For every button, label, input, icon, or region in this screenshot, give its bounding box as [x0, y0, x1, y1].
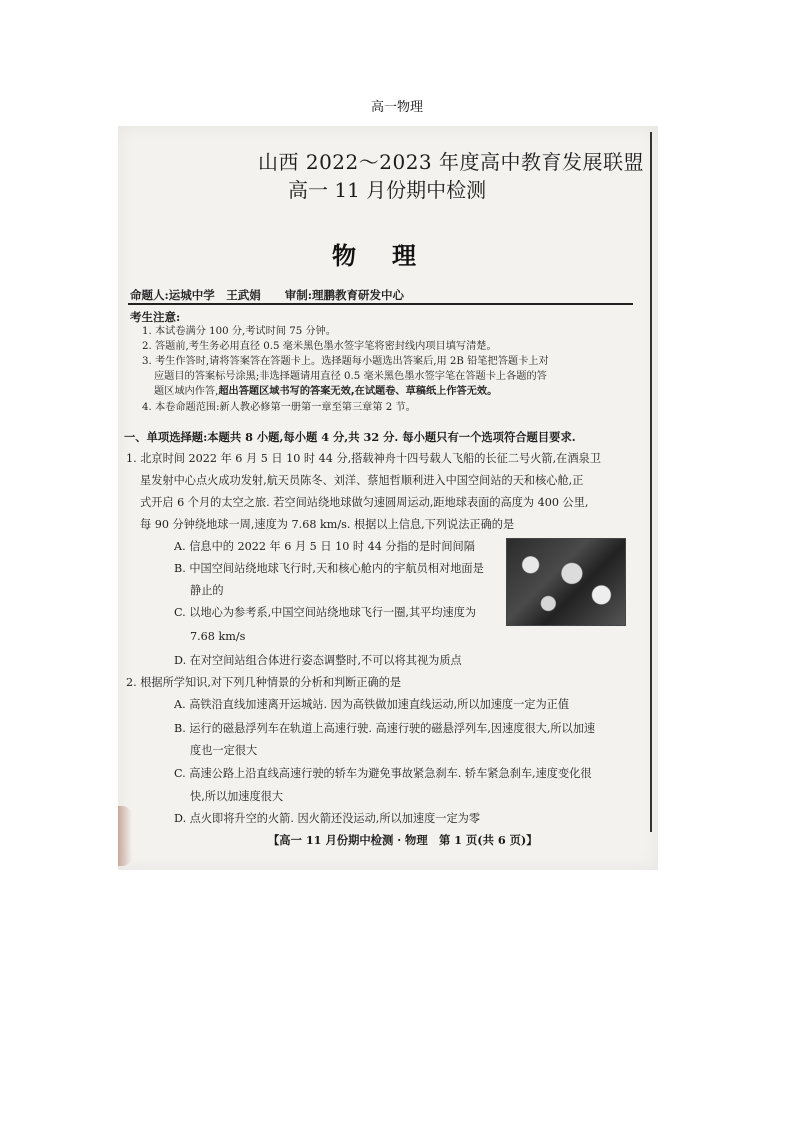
author-label: 命题人:运城中学 王武娟 — [130, 288, 261, 302]
q2-option-b-cont: 度也一定很大 — [190, 744, 258, 757]
q1-stem-4: 每 90 分钟绕地球一周,速度为 7.68 km/s. 根据以上信息,下列说法正确的是 — [140, 518, 515, 531]
exam-title-line-2: 高一 11 月份期中检测 — [288, 178, 487, 202]
exam-title-line-1: 山西 2022～2023 年度高中教育发展联盟 — [258, 150, 645, 174]
q1-stem-3: 式开启 6 个月的太空之旅. 若空间站绕地球做匀速圆周运动,距地球表面的高度为 400 公里, — [140, 496, 589, 509]
q1-stem-2: 星发射中心点火成功发射,航天员陈冬、刘洋、蔡旭哲顺利进入中国空间站的天和核心舱,正 — [140, 474, 584, 487]
q2-stem: 2. 根据所学知识,对下列几种情景的分析和判断正确的是 — [126, 676, 402, 689]
note-3: 3. 考生作答时,请将答案答在答题卡上。选择题每小题选出答案后,用 2B 铅笔把答题卡上对 — [142, 356, 549, 367]
scanned-exam-page — [118, 126, 658, 870]
page-header-title: 高一物理 — [370, 100, 423, 115]
notes-title: 考生注意: — [130, 310, 181, 324]
q2-option-c-cont: 快,所以加速度很大 — [190, 790, 284, 803]
q2-option-a: A. 高铁沿直线加速离开运城站. 因为高铁做加速直线运动,所以加速度一定为正值 — [174, 698, 570, 711]
note-emphasis: 超出答题区域书写的答案无效,在试题卷、草稿纸上作答无效。 — [218, 386, 498, 397]
note-2: 2. 答题前,考生务必用直径 0.5 毫米黑色墨水签字笔将密封线内项目填写清楚。 — [142, 341, 497, 352]
header-rule — [128, 303, 633, 305]
note-3-text: 题区域内作答, — [154, 386, 219, 397]
binding-line — [650, 132, 652, 832]
note-1: 1. 本试卷满分 100 分,考试时间 75 分钟。 — [142, 326, 336, 337]
q2-option-c: C. 高速公路上沿直线高速行驶的轿车为避免事故紧急刹车. 轿车紧急刹车,速度变化很 — [174, 767, 592, 780]
note-3-cont: 应题目的答案标号涂黑;非选择题请用直径 0.5 毫米黑色墨水签字笔在答题卡上各题的答 — [154, 371, 547, 382]
q1-stem-1: 1. 北京时间 2022 年 6 月 5 日 10 时 44 分,搭载神舟十四号载人飞船的长征二号火箭,在酒泉卫 — [126, 452, 601, 465]
q1-option-a: A. 信息中的 2022 年 6 月 5 日 10 时 44 分指的是时间间隔 — [174, 540, 475, 553]
note-3-cont-2 — [154, 384, 642, 399]
q1-option-c: C. 以地心为参考系,中国空间站绕地球飞行一圈,其平均速度为 — [174, 606, 477, 619]
q1-option-b: B. 中国空间站绕地球飞行时,天和核心舱内的宇航员相对地面是 — [174, 562, 484, 575]
note-4: 4. 本卷命题范围:新人教必修第一册第一章至第三章第 2 节。 — [142, 402, 416, 413]
q1-option-b-cont: 静止的 — [190, 584, 224, 597]
q2-option-b: B. 运行的磁悬浮列车在轨道上高速行驶. 高速行驶的磁悬浮列车,因速度很大,所以加速 — [174, 722, 596, 735]
finger-shadow — [118, 806, 132, 866]
q1-option-d: D. 在对空间站组合体进行姿态调整时,不可以将其视为质点 — [174, 654, 462, 667]
astronaut-photo — [506, 538, 626, 626]
author-line — [130, 287, 630, 303]
reviewer-label: 审制:理鹏教育研发中心 — [284, 288, 404, 302]
q1-option-c-cont: 7.68 km/s — [190, 630, 246, 643]
section-1-heading: 一、单项选择题:本题共 8 小题,每小题 4 分,共 32 分. 每小题只有一个选项符合题目要求. — [124, 430, 576, 444]
q2-option-d: D. 点火即将升空的火箭. 因火箭还没运动,所以加速度一定为零 — [174, 812, 481, 825]
exam-subject: 物理 — [332, 241, 452, 270]
page-footer: 【高一 11 月份期中检测 · 物理 第 1 页(共 6 页)】 — [268, 833, 538, 847]
